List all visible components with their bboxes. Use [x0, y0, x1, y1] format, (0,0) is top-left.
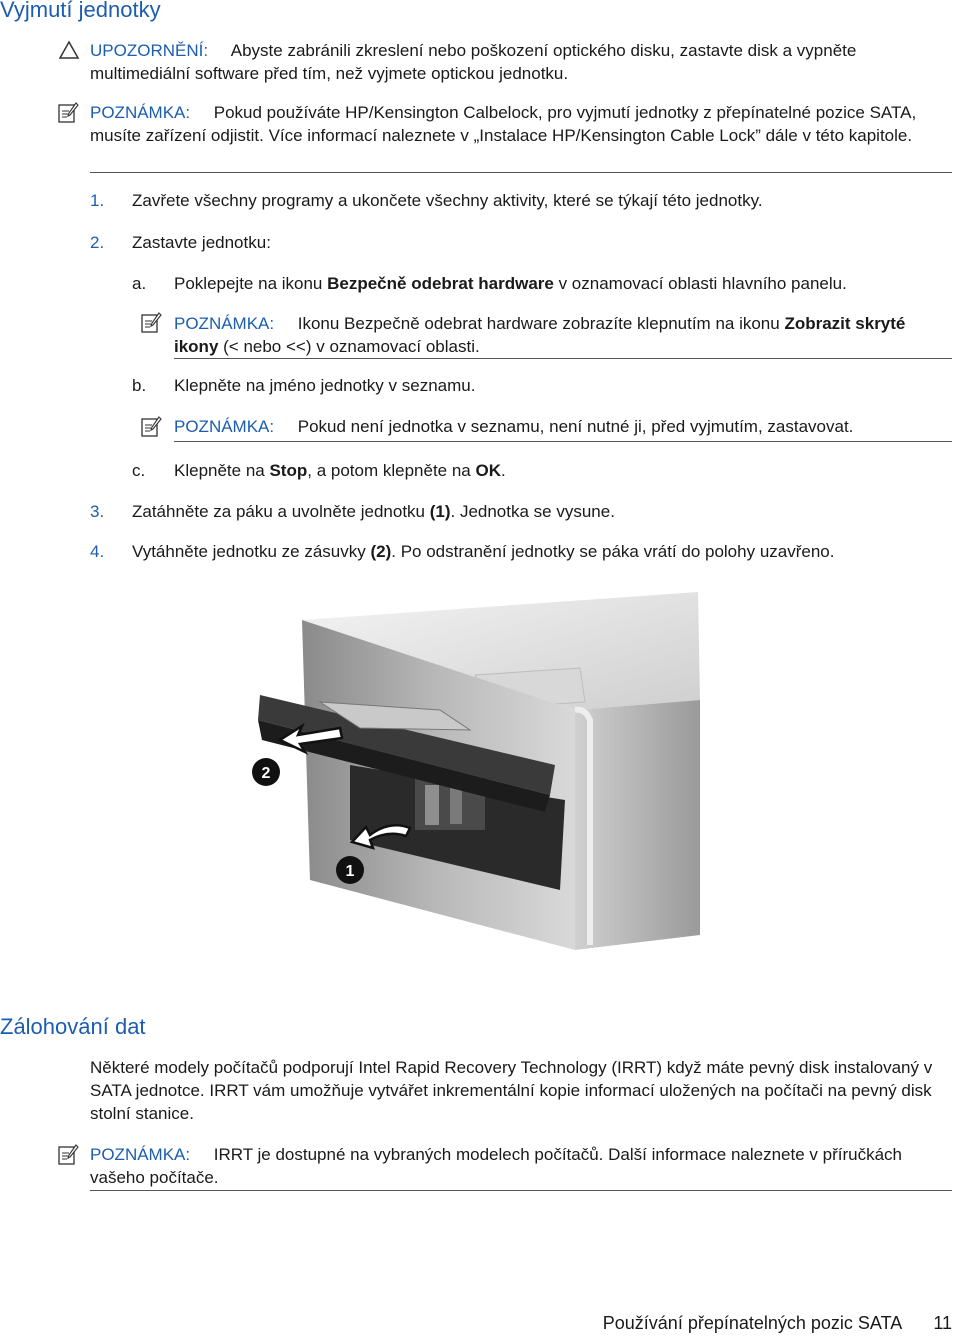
note3-text: Pokud není jednotka v seznamu, není nutné ji, před vyjmutím, zastavovat. — [297, 417, 854, 436]
note2-block: POZNÁMKA: Ikonu Bezpečně odebrat hardware zobrazíte klepnutím na ikonu Zobrazit skryté ikony (< nebo <<) v oznamovací oblasti. — [174, 314, 906, 356]
section-title-remove-drive: Vyjmutí jednotky — [0, 0, 161, 22]
step-3-text: Zatáhněte za páku a uvolněte jednotku (1). Jednotka se vysune. — [132, 502, 615, 521]
substep-c-letter: c. — [132, 461, 146, 480]
backup-note-block — [90, 1143, 950, 1189]
ok-term: OK — [475, 461, 501, 480]
drive-removal-illustration — [240, 590, 720, 980]
callout-2-label: 2 — [261, 765, 271, 782]
note3-block — [174, 415, 954, 438]
step-4-number: 4. — [90, 542, 105, 561]
step-2-number: 2. — [90, 233, 105, 252]
substep-a-text: Poklepejte na ikonu Bezpečně odebrat hardware v oznamovací oblasti hlavního panelu. — [174, 274, 847, 293]
note2-divider — [174, 358, 952, 359]
backup-note-divider — [90, 1190, 952, 1191]
note2-label: POZNÁMKA: — [174, 314, 275, 333]
note1-text: Pokud používáte HP/Kensington Calbelock, pro vyjmutí jednotky z přepínatelné pozice SATA, musíte zařízení odjistit. Více informací naleznete v „Instalace HP/Kensington Cable Lock” dále v této kapitole. — [90, 103, 917, 145]
backup-body-text: Některé modely počítačů podporují Intel Rapid Recovery Technology (IRRT) když máte pevný disk instalovaný v SATA jednotce. IRRT vám umožňuje vytvářet inkrementální kopie informací uložených na počítači na pevný disk stolní stanice. — [90, 1058, 933, 1123]
safely-remove-hardware-term: Bezpečně odebrat hardware — [327, 274, 554, 293]
chassis-side — [575, 700, 700, 950]
step-1-text: Zavřete všechny programy a ukončete všechny aktivity, které se týkají této jednotky. — [132, 191, 763, 210]
note1-block — [90, 101, 955, 147]
callout-1-label: 1 — [345, 863, 355, 880]
page-number: 11 — [933, 1313, 952, 1333]
step-2-text: Zastavte jednotku: — [132, 233, 271, 252]
caution-triangle-icon — [58, 40, 80, 60]
caution-text: Abyste zabránili zkreslení nebo poškození optického disku, zastavte disk a vypněte multimediální software před tím, než vyjmete optickou jednotku. — [90, 41, 857, 83]
step-4-text: Vytáhněte jednotku ze zásuvky (2). Po odstranění jednotky se páka vrátí do polohy uzavřeno. — [132, 542, 835, 561]
note-pencil-icon — [140, 416, 162, 438]
note-pencil-icon — [57, 1144, 79, 1166]
note1-label: POZNÁMKA: — [90, 103, 191, 122]
note-pencil-icon — [57, 102, 79, 124]
substep-b-text: Klepněte na jméno jednotky v seznamu. — [174, 376, 476, 395]
step-1-number: 1. — [90, 191, 105, 210]
note3-divider — [174, 441, 952, 442]
footer-chapter-title: Používání přepínatelných pozic SATA — [602, 1313, 902, 1333]
section-title-backup: Zálohování dat — [0, 1014, 146, 1039]
substep-c-text: Klepněte na Stop, a potom klepněte na OK. — [174, 461, 506, 480]
backup-note-label: POZNÁMKA: — [90, 1145, 191, 1164]
step-3-number: 3. — [90, 502, 105, 521]
note3-label: POZNÁMKA: — [174, 417, 275, 436]
page-footer — [603, 1311, 952, 1335]
caution-block — [90, 39, 960, 85]
note1-divider — [90, 172, 952, 173]
show-hidden-icons-term: Zobrazit skryté ikony — [174, 314, 906, 356]
substep-b-letter: b. — [132, 376, 147, 395]
backup-note-text: IRRT je dostupné na vybraných modelech počítačů. Další informace naleznete v příručkách vašeho počítače. — [90, 1145, 902, 1187]
substep-a-letter: a. — [132, 274, 147, 293]
note-pencil-icon — [140, 312, 162, 334]
caution-label: UPOZORNĚNÍ: — [90, 41, 209, 60]
stop-term: Stop — [269, 461, 308, 480]
